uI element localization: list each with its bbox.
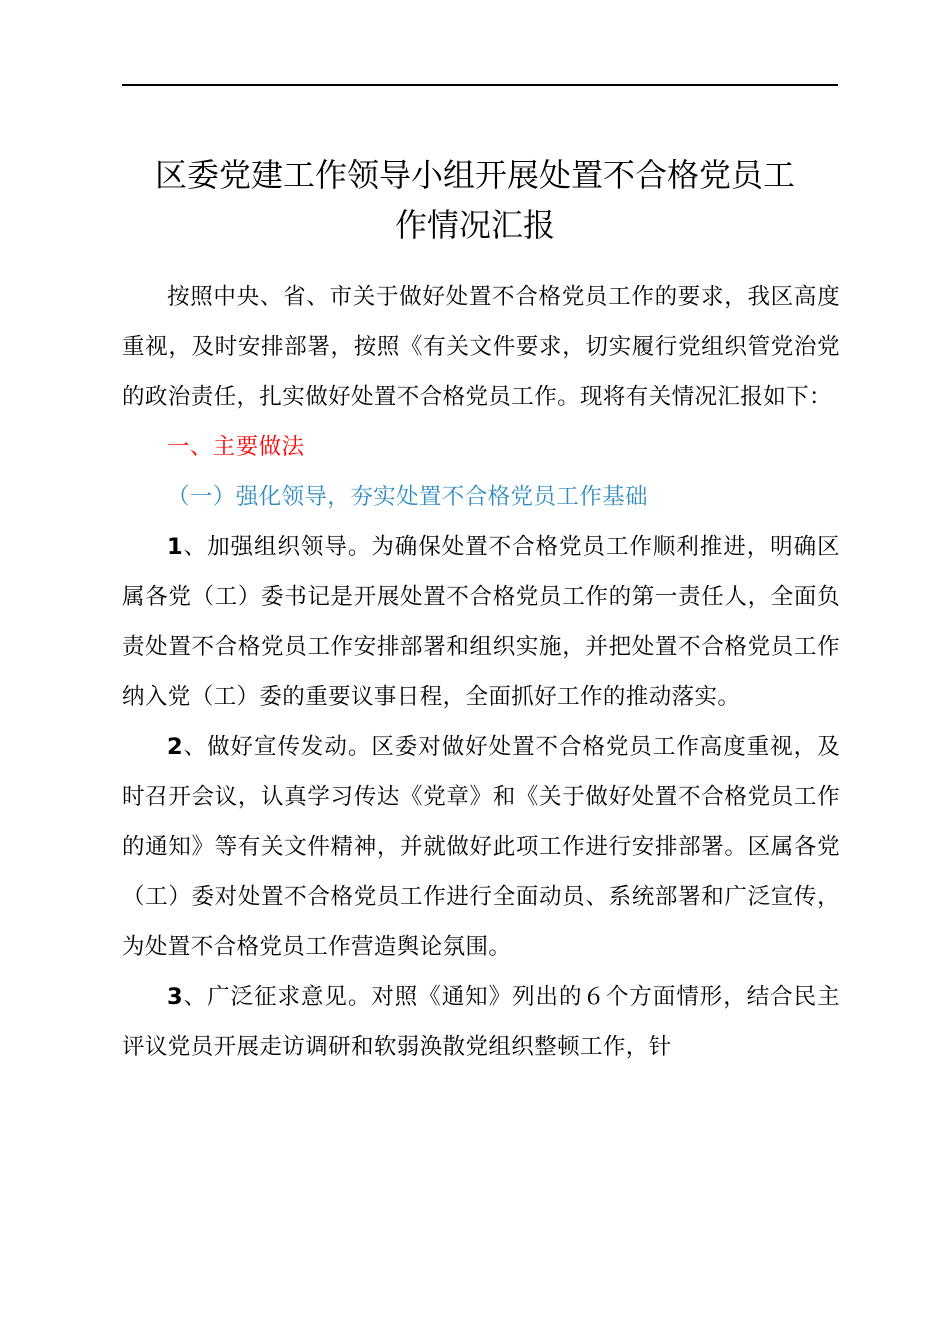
item-number-1: 1 xyxy=(167,534,184,560)
item-lead-1: 、加强组织领导。 xyxy=(183,534,372,560)
item-paragraph-3 xyxy=(122,972,840,1072)
document-body xyxy=(122,272,840,1072)
item-lead-3: 、广泛征求意见。 xyxy=(183,984,372,1010)
title-line-1: 区委党建工作领导小组开展处置不合格党员工 xyxy=(154,156,795,194)
item-text-3: 对照《通知》列出的６个方面情形，结合民主评议党员开展走访调研和软弱涣散党组织整顿工作，针 xyxy=(122,984,840,1060)
header-rule xyxy=(122,84,838,86)
document-title xyxy=(110,150,840,250)
item-text-1: 为确保处置不合格党员工作顺利推进，明确区属各党（工）委书记是开展处置不合格党员工作的第一责任人，全面负责处置不合格党员工作安排部署和组织实施，并把处置不合格党员工作纳入党（工）委的重要议事日程，全面抓好工作的推动落实。 xyxy=(122,534,840,710)
item-number-3: 3 xyxy=(167,984,184,1010)
title-line-2: 作情况汇报 xyxy=(394,206,555,244)
item-paragraph-2 xyxy=(122,722,840,972)
subsection-heading-strengthen-leadership: （一）强化领导，夯实处置不合格党员工作基础 xyxy=(167,484,648,510)
intro-paragraph: 按照中央、省、市关于做好处置不合格党员工作的要求，我区高度重视，及时安排部署，按照《有关文件要求，切实履行党组织管党治党的政治责任，扎实做好处置不合格党员工作。现将有关情况汇报如下： xyxy=(122,284,840,410)
item-text-2: 区委对做好处置不合格党员工作高度重视，及时召开会议，认真学习传达《党章》和《关于做好处置不合格党员工作的通知》等有关文件精神，并就做好此项工作进行安排部署。区属各党（工）委对处置不合格党员工作进行全面动员、系统部署和广泛宣传，为处置不合格党员工作营造舆论氛围。 xyxy=(122,734,840,960)
section-heading-main-practices: 一、主要做法 xyxy=(167,434,305,460)
item-number-2: 2 xyxy=(167,734,184,760)
item-paragraph-1 xyxy=(122,522,840,722)
item-lead-2: 、做好宣传发动。 xyxy=(183,734,372,760)
